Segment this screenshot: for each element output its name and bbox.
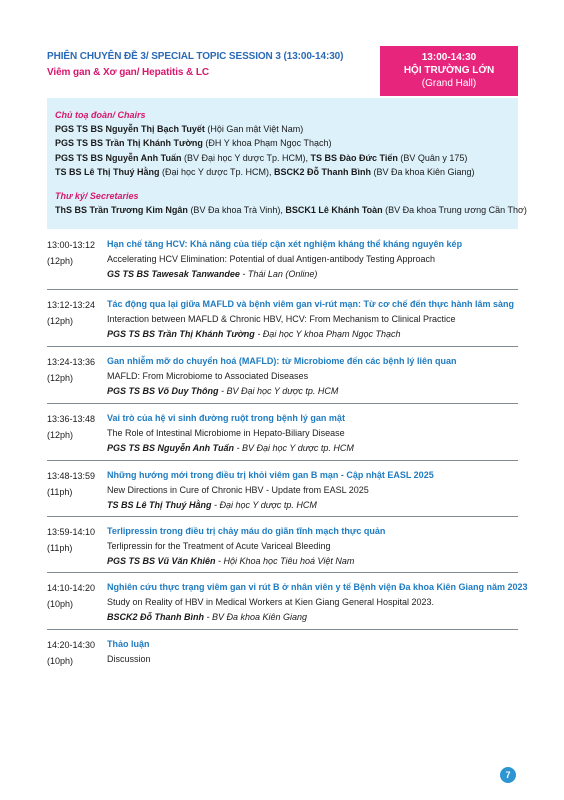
talk-speaker-line [107, 610, 517, 625]
talk-title-vi: Hạn chế tăng HCV: Khả năng của tiếp cận xét nghiệm kháng thể kháng nguyên kép [107, 239, 463, 249]
session-time: 13:00-14:30 [421, 52, 477, 63]
chair-line [55, 165, 518, 179]
schedule-row [47, 229, 518, 290]
talk-title-vi: Những hướng mới trong điều trị khỏi viêm gan B mạn - Cập nhật EASL 2025 [107, 470, 434, 480]
talk-time: 14:20-14:30 [47, 640, 96, 650]
talk-speaker: PGS TS BS Võ Duy Thông [107, 385, 219, 396]
talk-title-vi: Nghiên cứu thực trạng viêm gan vi rút B ở nhân viên y tế Bệnh viện Đa khoa Kiên Giang năm 2023 [107, 582, 528, 592]
talk-duration: (12ph) [47, 430, 74, 440]
talk-speaker-line [107, 441, 517, 456]
secretary-name: ThS BS Trần Trương Kim Ngân [55, 205, 188, 216]
talk-title-vi: Terlipressin trong điều trị chảy máu do giãn tĩnh mạch thực quản [107, 526, 386, 536]
chair-line [55, 136, 518, 150]
talk-title-vi: Tác động qua lại giữa MAFLD và bệnh viêm gan vi-rút mạn: Từ cơ chế đến thực hành lâm sàng [107, 299, 515, 309]
session-time-box [380, 46, 518, 96]
talk-duration: (12ph) [47, 316, 74, 326]
talk-time: 13:59-14:10 [47, 527, 96, 537]
talk-affiliation: - BV Đại học Y dược tp. HCM [218, 385, 339, 396]
talk-speaker-line [107, 384, 517, 399]
talk-title-en: MAFLD: From Microbiome to Associated Diseases [107, 370, 309, 381]
chair-name: BSCK2 Đỗ Thanh Bình [273, 166, 371, 177]
chair-org: (Đại học Y dược Tp. HCM), [159, 166, 274, 177]
talk-title-vi: Gan nhiễm mỡ do chuyển hoá (MAFLD): từ Microbiome đến các bệnh lý liên quan [107, 356, 457, 366]
secretaries-label: Thư ký/ Secretaries [55, 191, 139, 202]
talk-time: 13:36-13:48 [47, 414, 96, 424]
talk-affiliation: - Hội Khoa học Tiêu hoá Việt Nam [215, 555, 355, 566]
talk-time: 14:10-14:20 [47, 583, 96, 593]
chairs-label: Chủ toạ đoàn/ Chairs [55, 110, 146, 120]
chair-line [55, 122, 518, 136]
talk-title-en: Accelerating HCV Elimination: Potential of dual Antigen-antibody Testing Approach [107, 253, 436, 264]
secretary-org: (BV Đa khoa Trà Vinh), [187, 205, 286, 216]
talk-title-en: Interaction between MAFLD & Chronic HBV, HCV: From Mechanism to Clinical Practice [107, 313, 456, 324]
talk-speaker: TS BS Lê Thị Thuý Hằng [107, 499, 212, 510]
talk-affiliation: - Thái Lan (Online) [239, 268, 318, 279]
talk-title-vi: Thảo luận [107, 639, 150, 649]
talk-time: 13:48-13:59 [47, 471, 96, 481]
schedule-row [47, 346, 518, 404]
talk-time: 13:12-13:24 [47, 300, 96, 310]
talk-title-en: Discussion [107, 653, 151, 664]
talk-duration: (12ph) [47, 256, 74, 266]
chairs-panel [47, 98, 527, 229]
talk-affiliation: - BV Đa khoa Kiên Giang [204, 611, 308, 622]
talk-duration: (11ph) [47, 543, 73, 553]
talk-title-en: Study on Reality of HBV in Medical Workers at Kien Giang General Hospital 2023. [107, 596, 434, 607]
chair-name: PGS TS BS Trần Thị Khánh Tường [55, 138, 203, 149]
talk-duration: (12ph) [47, 373, 74, 383]
talk-speaker: PGS TS BS Nguyễn Anh Tuấn [107, 442, 235, 453]
session-title: PHIÊN CHUYÊN ĐỀ 3/ SPECIAL TOPIC SESSION 3 (13:00-14:30) [47, 51, 344, 62]
page-number: 7 [500, 767, 516, 783]
schedule-row [47, 516, 518, 573]
schedule-row [47, 460, 518, 517]
talk-affiliation: - Đại học Y khoa Phạm Ngọc Thạch [254, 328, 401, 339]
chair-org: (ĐH Y khoa Phạm Ngọc Thạch) [202, 138, 332, 149]
talk-speaker: GS TS BS Tawesak Tanwandee [107, 268, 240, 279]
talk-title-en: The Role of Intestinal Microbiome in Hepato-Biliary Disease [107, 427, 345, 438]
hall-name-en: (Grand Hall) [421, 78, 477, 89]
schedule-row [47, 403, 518, 461]
talk-affiliation: - BV Đại học Y dược tp. HCM [234, 442, 354, 453]
hall-name-vi: HỘI TRƯỜNG LỚN [403, 65, 495, 76]
secretary-org: (BV Đa khoa Trung ương Cần Thơ) [382, 205, 527, 216]
session-subtitle: Viêm gan & Xơ gan/ Hepatitis & LC [47, 67, 209, 78]
chair-org: (BV Đa khoa Kiên Giang) [370, 166, 475, 177]
chair-org: (BV Đại học Y dược Tp. HCM), [181, 152, 311, 163]
talk-time: 13:00-13:12 [47, 240, 96, 250]
talk-speaker-line [107, 327, 517, 342]
talk-title-vi: Vai trò của hệ vi sinh đường ruột trong bệnh lý gan mật [107, 413, 345, 423]
talk-speaker-line [107, 554, 517, 569]
talk-title-en: New Directions in Cure of Chronic HBV - Update from EASL 2025 [107, 484, 369, 495]
chair-name: TS BS Đào Đức Tiến [310, 152, 398, 163]
chair-org: (BV Quân y 175) [397, 152, 468, 163]
talk-speaker: BSCK2 Đỗ Thanh Bình [107, 611, 204, 622]
chair-name: TS BS Lê Thị Thuý Hằng [55, 166, 160, 177]
schedule-row [47, 289, 518, 347]
talk-title-en: Terlipressin for the Treatment of Acute Variceal Bleeding [107, 540, 331, 551]
talk-duration: (10ph) [47, 656, 74, 666]
secretary-line [55, 203, 527, 217]
talk-speaker: PGS TS BS Trần Thị Khánh Tường [107, 328, 255, 339]
talk-speaker-line [107, 267, 517, 282]
chair-org: (Hội Gan mật Việt Nam) [204, 124, 304, 135]
talk-affiliation: - Đại học Y dược tp. HCM [211, 499, 317, 510]
secretary-name: BSCK1 Lê Khánh Toàn [285, 205, 383, 216]
chair-line [55, 151, 518, 165]
chair-name: PGS TS BS Nguyễn Anh Tuấn [55, 152, 182, 163]
schedule-row [47, 572, 528, 630]
talk-speaker: PGS TS BS Vũ Văn Khiên [107, 555, 216, 566]
talk-speaker-line [107, 498, 517, 513]
talk-duration: (11ph) [47, 487, 73, 497]
talk-duration: (10ph) [47, 599, 74, 609]
talk-time: 13:24-13:36 [47, 357, 96, 367]
schedule-row [47, 629, 518, 669]
chair-name: PGS TS BS Nguyễn Thị Bạch Tuyết [55, 124, 205, 135]
